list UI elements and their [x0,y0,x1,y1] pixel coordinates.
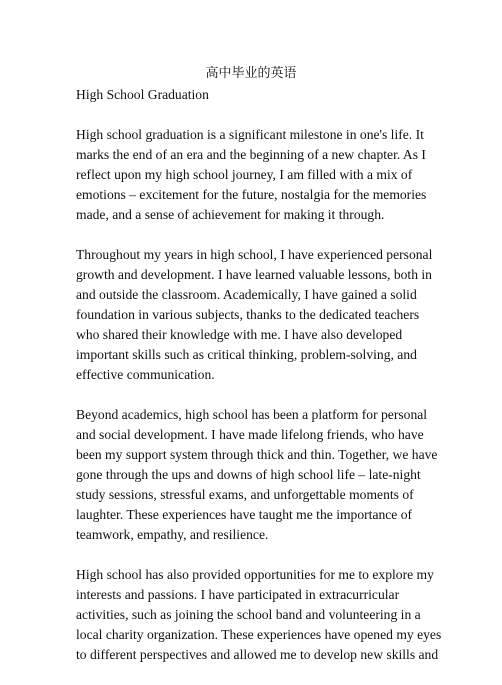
paragraph-3 [76,405,438,545]
paragraph-line: interests and passions. I have participated in extracurricular [76,587,400,602]
paragraph-line: activities, such as joining the school band and volunteering in a [76,607,421,622]
paragraph-line: High school has also provided opportunities for me to explore my [76,567,434,582]
paragraph-line: Beyond academics, high school has been a platform for personal [76,407,428,422]
paragraph-1 [76,125,427,225]
paragraph-line: emotions – excitement for the future, nostalgia for the memories [76,187,427,202]
essay-heading: High School Graduation [76,87,209,102]
paragraph-line: who shared their knowledge with me. I have also developed [76,327,403,342]
document-body [76,85,442,685]
paragraph-line: gone through the ups and downs of high school life – late-night [76,467,421,482]
paragraph-4 [76,565,442,665]
paragraph-line: made, and a sense of achievement for making it through. [76,207,385,222]
paragraph-line: effective communication. [76,367,215,382]
paragraph-line: local charity organization. These experiences have opened my eyes [76,627,442,642]
paragraph-line: study sessions, stressful exams, and unforgettable moments of [76,487,414,502]
document-title: 高中毕业的英语 [205,65,297,80]
paragraph-line: and outside the classroom. Academically, I have gained a solid [76,287,417,302]
paragraph-line: important skills such as critical thinking, problem-solving, and [76,347,417,362]
paragraph-line: teamwork, empathy, and resilience. [76,527,269,542]
paragraph-line: reflect upon my high school journey, I am filled with a mix of [76,167,413,182]
paragraph-line: foundation in various subjects, thanks to the dedicated teachers [76,307,420,322]
paragraph-line: laughter. These experiences have taught me the importance of [76,507,413,522]
paragraph-line: growth and development. I have learned valuable lessons, both in [76,267,432,282]
paragraph-line: marks the end of an era and the beginning of a new chapter. As I [76,147,426,162]
paragraph-line: Throughout my years in high school, I have experienced personal [76,247,433,262]
paragraph-line: been my support system through thick and thin. Together, we have [76,447,438,462]
paragraph-line: and social development. I have made lifelong friends, who have [76,427,424,442]
paragraph-line: to different perspectives and allowed me to develop new skills and [76,647,439,662]
paragraph-line: High school graduation is a significant milestone in one's life. It [76,127,424,142]
paragraph-2 [76,245,433,385]
